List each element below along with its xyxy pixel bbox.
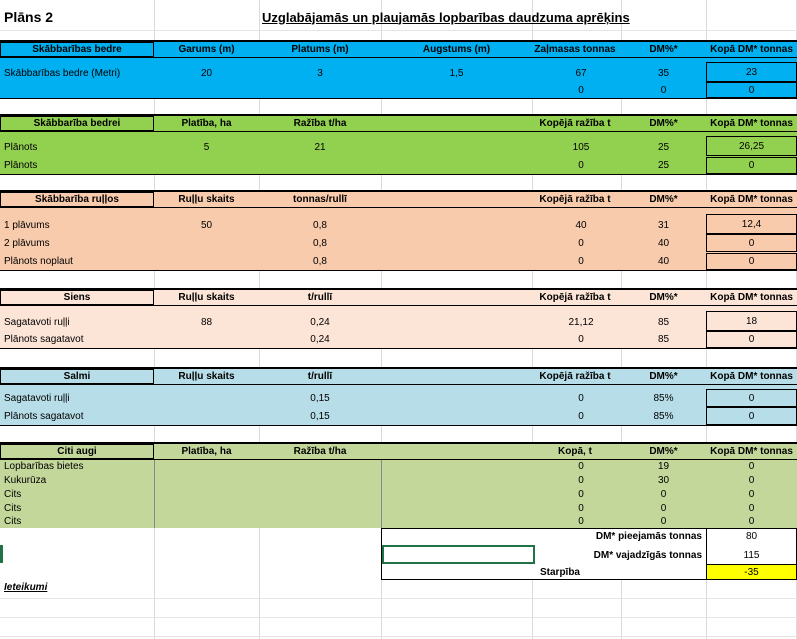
header-cell[interactable]: Augstums (m) (422, 44, 491, 55)
total-cell[interactable]: 0 (748, 460, 755, 472)
table-row (0, 82, 797, 98)
header-cell[interactable]: DM%* (649, 194, 678, 205)
header-cell[interactable]: Kopā DM* tonnas (710, 371, 793, 382)
data-cell[interactable]: 25 (657, 141, 670, 153)
data-cell[interactable]: 0 (578, 84, 584, 96)
summary-row (0, 564, 797, 580)
data-cell[interactable]: 25 (657, 160, 670, 171)
data-cell[interactable]: 0 (578, 237, 584, 249)
plan-label[interactable]: Plāns 2 (4, 9, 54, 25)
total-cell[interactable]: 0 (706, 234, 797, 252)
data-cell[interactable]: 0 (660, 84, 667, 96)
header-cell[interactable]: Platība, ha (181, 118, 232, 129)
header-cell[interactable]: Kopējā ražība t (539, 292, 611, 303)
table-row (0, 501, 797, 515)
page-title[interactable]: Uzglabājamās un plaujamās lopbarības daudzuma aprēķins (262, 9, 630, 25)
data-cell[interactable]: 30 (657, 474, 670, 486)
total-cell[interactable]: 0 (748, 488, 755, 500)
total-cell[interactable]: 0 (748, 474, 755, 486)
header-cell[interactable]: Siens (0, 290, 154, 305)
data-cell[interactable]: 0 (578, 160, 584, 171)
header-cell[interactable]: DM%* (649, 292, 678, 303)
header-cell[interactable]: Salmi (0, 369, 154, 384)
header-cell[interactable]: Kopējā ražība t (539, 194, 611, 205)
data-cell[interactable]: 105 (572, 141, 590, 153)
data-cell[interactable]: 21 (314, 141, 326, 153)
header-cell[interactable]: Kopā DM* tonnas (710, 44, 793, 55)
table-row (0, 515, 797, 528)
table-row (0, 459, 797, 473)
data-cell[interactable]: 0,8 (313, 237, 327, 249)
table-row (0, 487, 797, 501)
data-cell[interactable]: 31 (657, 219, 670, 231)
data-cell[interactable]: 85 (657, 316, 670, 328)
row-label[interactable]: Skābbarības bedre (Metri) (4, 67, 121, 79)
summary-row (0, 528, 797, 545)
data-cell[interactable]: 0 (578, 488, 584, 500)
header-cell[interactable]: t/rullī (307, 292, 333, 303)
data-cell[interactable]: 35 (657, 67, 670, 79)
table-row (0, 253, 797, 270)
data-cell[interactable]: 0,24 (310, 334, 330, 345)
row-label[interactable]: 1 plāvums (4, 219, 50, 231)
data-cell[interactable]: 0 (660, 488, 667, 500)
table-row (0, 64, 797, 82)
header-cell[interactable]: Platība, ha (181, 446, 232, 457)
table-row (0, 216, 797, 234)
table-row (0, 473, 797, 487)
header-cell[interactable]: Kopā, t (558, 446, 592, 457)
total-cell[interactable]: 0 (706, 253, 797, 270)
data-cell[interactable]: 0 (578, 334, 584, 345)
header-cell[interactable]: Ruļļu skaits (178, 371, 235, 382)
total-cell[interactable]: 23 (706, 62, 797, 82)
data-cell[interactable]: 85% (653, 410, 674, 422)
table-row (0, 157, 797, 174)
data-cell[interactable]: 40 (575, 219, 587, 231)
header-cell[interactable]: Skābbarības bedre (0, 42, 154, 57)
row-label[interactable]: Plānots (4, 160, 38, 171)
data-cell[interactable]: 0,8 (313, 256, 327, 267)
total-cell[interactable]: 26,25 (706, 136, 797, 156)
header-cell[interactable]: Ruļļu skaits (178, 194, 235, 205)
total-cell[interactable]: 0 (706, 82, 797, 98)
total-cell[interactable]: 18 (706, 311, 797, 331)
footer-row (0, 579, 797, 595)
data-cell[interactable]: 67 (575, 67, 587, 79)
data-cell[interactable]: 85% (653, 392, 674, 404)
data-cell[interactable]: 0,8 (313, 219, 327, 231)
data-cell[interactable]: 0 (578, 516, 584, 527)
row-label[interactable]: Cits (4, 502, 22, 514)
pieejamas-label[interactable]: DM* pieejamās tonnas (595, 531, 702, 542)
row-label[interactable]: Plānots sagatavot (4, 334, 84, 345)
header-cell[interactable]: t/rullī (307, 371, 333, 382)
header-cell[interactable]: Citi augi (0, 444, 154, 459)
table-row (0, 389, 797, 407)
header-cell[interactable]: DM%* (649, 371, 678, 382)
header-cell[interactable]: Kopējā ražība t (539, 371, 611, 382)
vajadzigas-label[interactable]: DM* vajadzīgās tonnas (593, 549, 702, 561)
header-cell[interactable]: Kopā DM* tonnas (710, 446, 793, 457)
salmi-header (0, 367, 797, 385)
row-label[interactable]: Sagatavoti ruļļi (4, 316, 70, 328)
row-label[interactable]: Kukurūza (4, 474, 47, 486)
header-cell[interactable]: Ruļļu skaits (178, 292, 235, 303)
summary-row (0, 546, 797, 564)
header-cell[interactable]: Skābbarība bedrei (0, 116, 154, 131)
data-cell[interactable]: 5 (203, 141, 210, 153)
table-row (0, 138, 797, 156)
header-cell[interactable]: Kopā DM* tonnas (710, 292, 793, 303)
bedre-header (0, 40, 797, 58)
data-cell[interactable]: 0 (578, 460, 584, 472)
table-row (0, 331, 797, 348)
data-cell[interactable]: 88 (200, 316, 213, 328)
total-cell[interactable]: 12,4 (706, 214, 797, 234)
data-cell[interactable]: 0 (578, 256, 584, 267)
header-cell[interactable]: Ražība t/ha (293, 118, 347, 129)
header-cell[interactable]: DM%* (649, 44, 678, 55)
rullos-header (0, 190, 797, 208)
header-cell[interactable]: DM%* (649, 118, 678, 129)
total-cell[interactable]: 0 (706, 157, 797, 174)
vajadzigas-value[interactable]: 115 (743, 549, 760, 561)
row-label[interactable]: 2 plāvums (4, 237, 50, 249)
citi-header (0, 442, 797, 460)
row-label[interactable]: Sagatavoti ruļļi (4, 392, 70, 404)
data-cell[interactable]: 0,24 (310, 316, 330, 328)
table-row (0, 407, 797, 425)
row-label[interactable]: Lopbarības bietes (4, 460, 84, 472)
ieteikumi-label[interactable]: Ieteikumi (4, 581, 48, 593)
siens-header (0, 288, 797, 306)
header-cell[interactable]: tonnas/rullī (293, 194, 347, 205)
data-cell[interactable]: 85 (657, 334, 670, 345)
header-cell[interactable]: Ražība t/ha (293, 446, 347, 457)
data-cell[interactable]: 0 (578, 502, 584, 514)
data-cell[interactable]: 0,15 (310, 410, 330, 422)
row-label[interactable]: Plānots noplaut (4, 256, 73, 267)
data-cell[interactable]: 0 (578, 392, 584, 404)
header-cell[interactable]: Garums (m) (178, 44, 235, 55)
data-cell[interactable]: 19 (657, 460, 670, 472)
total-cell[interactable]: 0 (706, 331, 797, 348)
header-cell[interactable]: Skābbarība ruļļos (0, 192, 154, 207)
data-cell[interactable]: 3 (317, 67, 323, 79)
row-label[interactable]: Cits (4, 516, 22, 527)
data-cell[interactable]: 50 (200, 219, 213, 231)
header-cell[interactable]: Platums (m) (291, 44, 349, 55)
data-cell[interactable]: 0 (578, 474, 584, 486)
starpiba-value[interactable]: -35 (706, 564, 797, 580)
data-cell[interactable]: 20 (200, 67, 213, 79)
header-cell[interactable]: Kopā DM* tonnas (710, 194, 793, 205)
data-cell[interactable]: 40 (657, 237, 670, 249)
header-cell[interactable]: Kopējā ražība t (539, 118, 611, 129)
total-cell[interactable]: 0 (706, 407, 797, 425)
total-cell[interactable]: 0 (706, 389, 797, 407)
data-cell[interactable]: 0 (660, 502, 667, 514)
table-row (0, 313, 797, 331)
bedrei-header (0, 114, 797, 132)
row-label[interactable]: Cits (4, 488, 22, 500)
row-label[interactable]: Plānots (4, 141, 38, 153)
pieejamas-value[interactable]: 80 (745, 531, 758, 542)
header-cell[interactable]: DM%* (649, 446, 678, 457)
data-cell[interactable]: 0 (660, 516, 667, 527)
data-cell[interactable]: 1,5 (449, 67, 464, 79)
title-row (0, 6, 797, 28)
data-cell[interactable]: 0,15 (310, 392, 330, 404)
data-cell[interactable]: 0 (578, 410, 584, 422)
header-cell[interactable]: Kopā DM* tonnas (710, 118, 793, 129)
total-cell[interactable]: 0 (748, 516, 755, 527)
starpiba-label[interactable]: Starpība (539, 566, 580, 578)
header-cell[interactable]: Zaļmasas tonnas (534, 44, 616, 55)
data-cell[interactable]: 40 (657, 256, 670, 267)
row-label[interactable]: Plānots sagatavot (4, 410, 84, 422)
total-cell[interactable]: 0 (748, 502, 755, 514)
data-cell[interactable]: 21,12 (568, 316, 594, 328)
table-row (0, 234, 797, 252)
